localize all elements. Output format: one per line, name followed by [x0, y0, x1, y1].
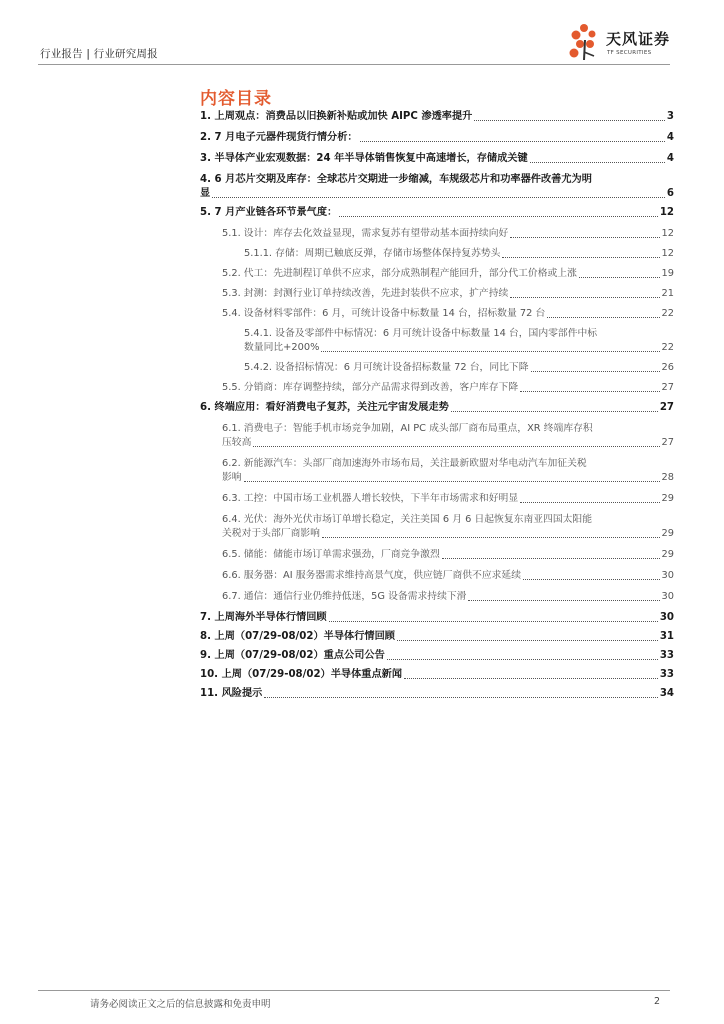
toc-entry-label: 6.4. 光伏：海外光伏市场订单增长稳定，关注美国 6 月 6 日起恢复东南亚四国太阳能	[222, 514, 593, 525]
toc-entry[interactable]	[200, 649, 674, 663]
toc-entry-page: 12	[659, 207, 674, 218]
toc-entry[interactable]	[200, 687, 674, 701]
toc-entry-page: 31	[659, 631, 674, 642]
toc-entry-page: 29	[661, 549, 674, 560]
toc-entry-page: 30	[661, 591, 674, 602]
toc-dot-leader	[253, 446, 659, 447]
toc-entry[interactable]	[200, 247, 674, 261]
toc-entry-page: 27	[659, 402, 674, 413]
toc-dot-leader	[442, 558, 660, 559]
toc-dot-leader	[397, 640, 658, 641]
toc-entry-label: 5.4.2. 设备招标情况：6 月可统计设备招标数量 72 台，同比下降	[244, 362, 529, 373]
toc-entry-page: 33	[659, 650, 674, 661]
toc-entry-label: 3. 半导体产业宏观数据：24 年半导体销售恢复中高速增长，存储成关键	[200, 153, 528, 164]
toc-entry[interactable]	[200, 457, 674, 485]
toc-entry-page: 4	[666, 153, 674, 164]
toc-entry[interactable]	[200, 422, 674, 450]
toc-entry[interactable]	[200, 152, 674, 166]
toc-entry-label: 5.5. 分销商：库存调整持续，部分产品需求得到改善，客户库存下降	[222, 382, 519, 393]
toc-entry-label: 5. 7 月产业链各环节景气度：	[200, 207, 338, 218]
toc-dot-leader	[547, 317, 659, 318]
footer-divider	[38, 990, 670, 991]
toc-entry[interactable]	[200, 611, 674, 625]
toc-dot-leader	[502, 257, 659, 258]
toc-entry-page: 29	[661, 493, 674, 504]
toc-entry-page: 27	[661, 437, 674, 448]
toc-entry[interactable]	[200, 110, 674, 124]
report-type-label: 行业报告 | 行业研究周报	[40, 48, 158, 60]
toc-entry[interactable]	[200, 513, 674, 541]
toc-entry[interactable]	[200, 173, 674, 201]
toc-entry[interactable]	[200, 267, 674, 281]
toc-dot-leader	[264, 697, 657, 698]
toc-entry-page: 29	[661, 528, 674, 539]
toc-dot-leader	[510, 297, 659, 298]
toc-entry-page: 30	[659, 612, 674, 623]
toc-dot-leader	[360, 141, 665, 142]
toc-dot-leader	[322, 537, 660, 538]
toc-entry-label: 6. 终端应用：看好消费电子复苏，关注元宇宙发展走势	[200, 402, 449, 413]
toc-dot-leader	[579, 277, 660, 278]
toc-entry[interactable]	[200, 492, 674, 506]
toc-dot-leader	[468, 600, 659, 601]
toc-entry-page: 21	[661, 288, 674, 299]
toc-entry-label-continuation: 影响	[222, 472, 242, 483]
toc-entry-label: 7. 上周海外半导体行情回顾	[200, 612, 327, 623]
flower-logo-icon	[568, 22, 604, 62]
toc-dot-leader	[530, 162, 665, 163]
toc-dot-leader	[244, 481, 660, 482]
toc-title: 内容目录	[200, 89, 272, 109]
company-logo	[568, 22, 678, 62]
toc-entry-label: 11. 风险提示	[200, 688, 263, 699]
toc-entry-label: 1. 上周观点：消费品以旧换新补贴或加快 AIPC 渗透率提升	[200, 111, 473, 122]
toc-entry-label: 4. 6 月芯片交期及库存：全球芯片交期进一步缩减，车规级芯片和功率器件改善尤为明	[200, 174, 592, 185]
toc-entry-page: 12	[661, 248, 674, 259]
toc-dot-leader	[520, 391, 659, 392]
toc-entry[interactable]	[200, 401, 674, 415]
toc-entry[interactable]	[200, 307, 674, 321]
toc-entry-page: 6	[666, 188, 674, 199]
toc-entry-label-continuation: 压较高	[222, 437, 252, 448]
toc-entry-page: 33	[659, 669, 674, 680]
toc-entry-page: 12	[661, 228, 674, 239]
toc-entry-page: 28	[661, 472, 674, 483]
toc-entry-page: 4	[666, 132, 674, 143]
toc-entry-label: 6.7. 通信：通信行业仍维持低迷，5G 设备需求持续下滑	[222, 591, 467, 602]
toc-dot-leader	[404, 678, 658, 679]
toc-entry-label: 5.4.1. 设备及零部件中标情况：6 月可统计设备中标数量 14 台，国内零部件中标	[244, 328, 598, 339]
toc-entry-label: 6.5. 储能：储能市场订单需求强劲，厂商竞争激烈	[222, 549, 440, 560]
toc-entry-label: 6.3. 工控：中国市场工业机器人增长较快，下半年市场需求和好明显	[222, 493, 519, 504]
toc-entry-page: 19	[661, 268, 674, 279]
toc-entry-label: 5.4. 设备材料零部件：6 月，可统计设备中标数量 14 台，招标数量 72 台	[222, 308, 546, 319]
toc-entry-label-continuation: 关税对于头部厂商影响	[222, 528, 320, 539]
toc-entry-label: 9. 上周（07/29-08/02）重点公司公告	[200, 650, 385, 661]
toc-entry[interactable]	[200, 206, 674, 220]
logo-english-name: TF SECURITIES	[607, 50, 652, 56]
toc-dot-leader	[321, 351, 659, 352]
toc-entry[interactable]	[200, 548, 674, 562]
toc-entry-label: 10. 上周（07/29-08/02）半导体重点新闻	[200, 669, 403, 680]
header-divider	[38, 64, 670, 65]
toc-entry-label-continuation: 数量同比+200%	[244, 342, 320, 353]
toc-dot-leader	[329, 621, 658, 622]
toc-entry[interactable]	[200, 381, 674, 395]
toc-dot-leader	[387, 659, 658, 660]
toc-entry-label: 6.6. 服务器：AI 服务器需求维持高景气度，供应链厂商供不应求延续	[222, 570, 522, 581]
toc-dot-leader	[339, 216, 658, 217]
toc-entry-label: 6.1. 消费电子：智能手机市场竞争加剧，AI PC 成头部厂商布局重点，XR 终端库存积	[222, 423, 593, 434]
toc-entry-label: 8. 上周（07/29-08/02）半导体行情回顾	[200, 631, 395, 642]
toc-entry-label: 2. 7 月电子元器件现货行情分析：	[200, 132, 358, 143]
toc-entry-label: 5.2. 代工：先进制程订单供不应求，部分成熟制程产能回升，部分代工价格或上涨	[222, 268, 577, 279]
toc-entry[interactable]	[200, 361, 674, 375]
table-of-contents	[200, 110, 674, 706]
toc-entry[interactable]	[200, 327, 674, 355]
toc-entry-label: 6.2. 新能源汽车：头部厂商加速海外市场布局，关注最新欧盟对华电动汽车加征关税	[222, 458, 587, 469]
toc-dot-leader	[531, 371, 660, 372]
toc-entry-page: 3	[666, 111, 674, 122]
toc-dot-leader	[474, 120, 665, 121]
toc-entry-label-continuation: 显	[200, 188, 211, 199]
toc-entry[interactable]	[200, 630, 674, 644]
toc-entry-page: 27	[661, 382, 674, 393]
toc-entry-page: 30	[661, 570, 674, 581]
toc-entry-page: 22	[661, 308, 674, 319]
toc-entry-label: 5.3. 封测：封测行业订单持续改善，先进封装供不应求，扩产持续	[222, 288, 509, 299]
toc-entry[interactable]	[200, 569, 674, 583]
toc-dot-leader	[451, 411, 658, 412]
toc-entry-label: 5.1. 设计：库存去化效益显现，需求复苏有望带动基本面持续向好	[222, 228, 509, 239]
toc-entry[interactable]	[200, 287, 674, 301]
toc-entry-page: 26	[661, 362, 674, 373]
toc-entry[interactable]	[200, 668, 674, 682]
toc-dot-leader	[523, 579, 660, 580]
page-header	[0, 0, 724, 70]
toc-entry-label: 5.1.1. 存储：周期已触底反弹，存储市场整体保持复苏势头	[244, 248, 501, 259]
toc-entry-page: 34	[659, 688, 674, 699]
toc-entry[interactable]	[200, 227, 674, 241]
disclaimer-note: 请务必阅读正文之后的信息披露和免责申明	[90, 999, 271, 1010]
toc-entry[interactable]	[200, 590, 674, 604]
toc-dot-leader	[212, 197, 665, 198]
toc-dot-leader	[520, 502, 659, 503]
page-number: 2	[654, 996, 661, 1007]
logo-chinese-name: 天风证券	[606, 30, 671, 48]
toc-entry[interactable]	[200, 131, 674, 145]
toc-entry-page: 22	[661, 342, 674, 353]
toc-dot-leader	[510, 237, 659, 238]
